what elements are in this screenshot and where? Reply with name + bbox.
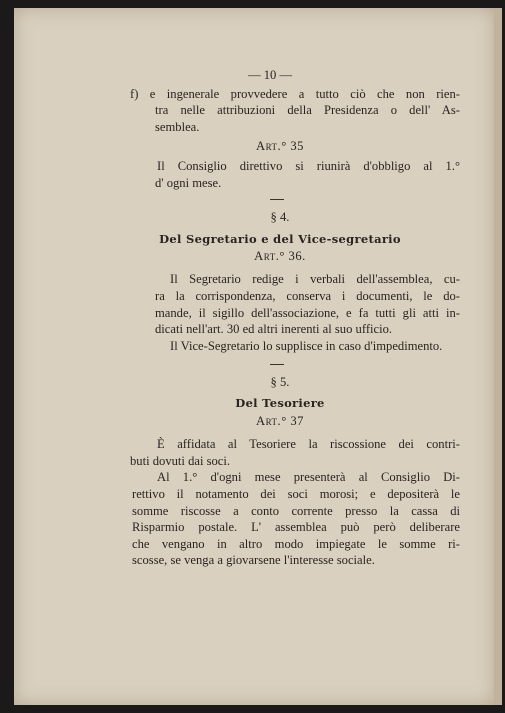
section-title: Del Segretario e del Vice-segretario bbox=[159, 232, 401, 246]
text-line: Il Segretario redige i verbali dell'assemblea, cu- bbox=[170, 272, 460, 286]
text-line: mande, il sigillo dell'associazione, e fa tutti gli atti in- bbox=[155, 306, 460, 320]
text-line: buti dovuti dai soci. bbox=[130, 454, 231, 468]
text-line: f) e ingenerale provvedere a tutto ciò che non rien- bbox=[130, 87, 460, 101]
section-number: § 4. bbox=[270, 210, 290, 224]
section-title: Del Tesoriere bbox=[235, 396, 325, 410]
text-line: Risparmio postale. L' assemblea può però deliberare bbox=[132, 520, 460, 534]
article-heading: Art.° 37 bbox=[256, 414, 304, 428]
text-line: Il Vice-Segretario lo supplisce in caso d'impedimento. bbox=[170, 339, 443, 353]
text-line: dicati nell'art. 30 ed altri inerenti al suo ufficio. bbox=[155, 322, 393, 336]
separator-dash bbox=[270, 364, 284, 365]
text-line: che vengano in altro modo impiegate le somme ri- bbox=[132, 537, 460, 551]
article-heading: Art.° 35 bbox=[256, 139, 304, 153]
text-line: scosse, se venga a giovarsene l'interesse sociale. bbox=[132, 553, 375, 567]
text-line: d' ogni mese. bbox=[155, 176, 222, 190]
article-heading: Art.° 36. bbox=[254, 249, 306, 263]
text-line: È affidata al Tesoriere la riscossione dei contri- bbox=[157, 437, 460, 451]
text-line: Il Consiglio direttivo si riunirà d'obbligo al 1.° bbox=[157, 159, 460, 173]
text-line: ra la corrispondenza, conserva i documenti, le do- bbox=[155, 289, 460, 303]
page-edge bbox=[494, 8, 502, 705]
text-line: Al 1.° d'ogni mese presenterà al Consiglio Di- bbox=[157, 470, 460, 484]
text-line: tra nelle attribuzioni della Presidenza o dell' As- bbox=[155, 103, 460, 117]
section-number: § 5. bbox=[270, 375, 290, 389]
text-line: somme riscosse a conto corrente presso la cassa di bbox=[132, 504, 460, 518]
separator-dash bbox=[270, 199, 284, 200]
text-line: rettivo il notamento dei soci morosi; e depositerà le bbox=[132, 487, 460, 501]
text-line: semblea. bbox=[155, 120, 200, 134]
page-number: — 10 — bbox=[247, 68, 293, 82]
